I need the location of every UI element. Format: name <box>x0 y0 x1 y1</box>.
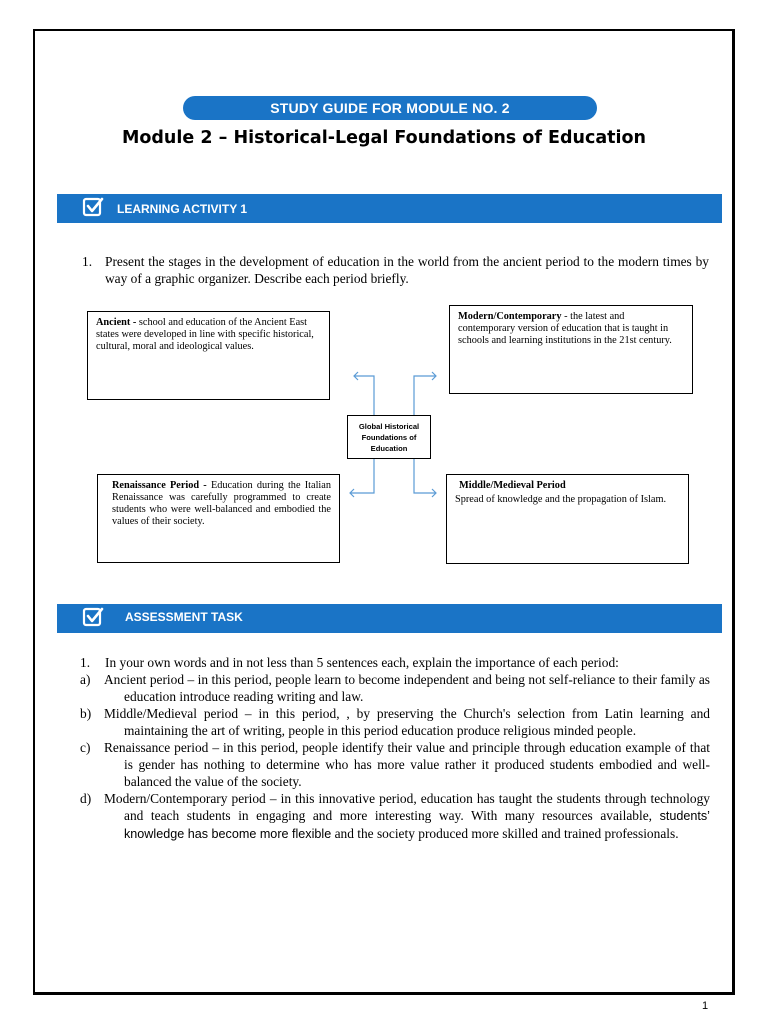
assessment-intro <box>80 654 710 671</box>
medieval-text: Spread of knowledge and the propagation of Islam. <box>455 494 667 505</box>
modern-heading: Modern/Contemporary <box>458 311 562 322</box>
renaissance-box <box>97 474 340 563</box>
ancient-box <box>87 311 330 400</box>
study-guide-banner: STUDY GUIDE FOR MODULE NO. 2 <box>183 96 597 120</box>
question-number: 1. <box>82 254 93 269</box>
intro-text: In your own words and in not less than 5 sentences each, explain the importance of each period: <box>105 655 619 670</box>
renaissance-heading: Renaissance Period - <box>112 480 207 491</box>
intro-number: 1. <box>80 655 91 670</box>
page-number: 1 <box>702 1000 709 1012</box>
answer-mark: d) <box>80 791 92 806</box>
answer-item-c <box>80 739 710 790</box>
answer-item-d <box>80 790 710 843</box>
learning-activity-bar <box>57 194 722 223</box>
assessment-task-label: ASSESSMENT TASK <box>125 610 243 624</box>
checkbox-icon <box>82 196 104 218</box>
checkbox-icon <box>82 606 104 628</box>
answer-mark: c) <box>80 740 91 755</box>
answer-text-highlight: students’ knowledge has become more flexible <box>124 809 710 841</box>
answer-item-a <box>80 671 710 705</box>
answer-text: Renaissance period – in this period, people identify their value and principle through education example of that is gender has nothing to determine who has more value rather it produced students embodied and well-balanced the value of the society. <box>104 740 710 789</box>
answer-text-part: Modern/Contemporary period – in this innovative period, education has taught the students through technology and teach students in engaging and more interesting way. With many resources available, <box>104 791 710 823</box>
answer-text: Middle/Medieval period – in this period, , by preserving the Church's selection from Latin learning and maintaining the art of writing, people in this period education produce religious minded people. <box>104 706 710 738</box>
ancient-text: school and education of the Ancient East states were developed in line with specific historical, cultural, moral and ideological values. <box>96 317 314 352</box>
assessment-task-bar <box>57 604 722 633</box>
answer-text: Ancient period – in this period, people learn to become independent and being not self-reliance to their family as education introduce reading writing and law. <box>104 672 710 704</box>
question-text: Present the stages in the development of education in the world from the ancient period to the modern times by way of a graphic organizer. Describe each period briefly. <box>105 254 709 286</box>
answer-item-b <box>80 705 710 739</box>
learning-activity-label: LEARNING ACTIVITY 1 <box>117 202 248 216</box>
answer-mark: a) <box>80 672 91 687</box>
modern-box <box>449 305 693 394</box>
assessment-answers <box>80 654 710 843</box>
ancient-heading: Ancient - <box>96 317 137 328</box>
renaissance-text: Education during the Italian Renaissance was carefully programmed to create students who were well-balanced and embodied the values of their society. <box>112 480 332 527</box>
center-topic-box: Global Historical Foundations of Education <box>347 415 431 459</box>
answer-mark: b) <box>80 706 92 721</box>
answer-text-part: and the society produced more skilled and trained professionals. <box>334 826 679 841</box>
page-title: Module 2 – Historical-Legal Foundations of Education <box>121 128 647 148</box>
medieval-heading: Middle/Medieval Period <box>459 480 566 491</box>
answer-text <box>104 790 710 843</box>
modern-text: - the latest and contemporary version of education that is taught in schools and learning institutions in the 21st century. <box>458 311 672 346</box>
medieval-box <box>446 474 689 564</box>
